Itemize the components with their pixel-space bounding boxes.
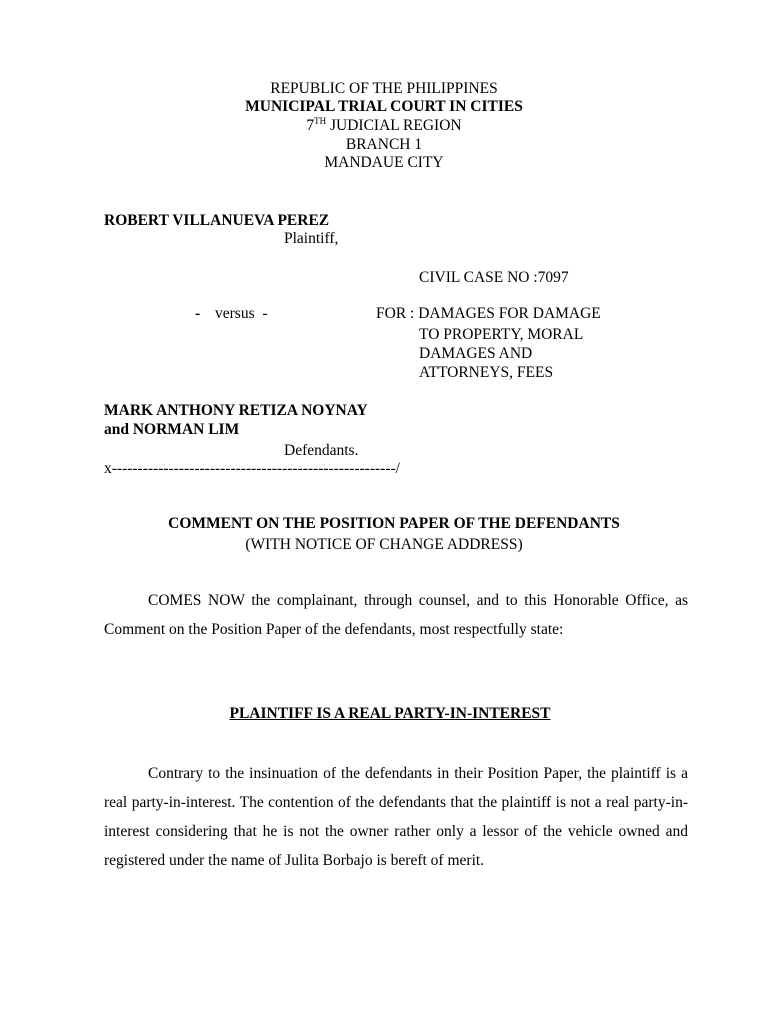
section-heading [6,706,768,722]
defendant-name-line1: MARK ANTHONY RETIZA NOYNAY [104,402,368,419]
header-region-text: JUDICIAL REGION [326,117,462,134]
paragraph-intro [104,586,688,644]
case-nature-line1: FOR : DAMAGES FOR DAMAGE [376,305,601,322]
case-nature-line2: TO PROPERTY, MORAL [419,326,584,343]
plaintiff-name: ROBERT VILLANUEVA PEREZ [104,212,330,229]
paragraph-real-party-text: Contrary to the insinuation of the defendants in their Position Paper, the plaintiff is a real party-in-interest. The contention of the defendants that the plaintiff is not a real party-in-interest considering that he is not the owner rather only a lessor of the vehicle owned and registered under the name of Julita Borbajo is bereft of merit. [104,765,688,869]
document-title: COMMENT ON THE POSITION PAPER OF THE DEFENDANTS [168,515,620,532]
case-nature-line3: DAMAGES AND [419,345,533,362]
defendant-name-line2: and NORMAN LIM [104,421,240,438]
section-heading-text: PLAINTIFF IS A REAL PARTY-IN-INTEREST [229,705,551,722]
header-branch: BRANCH 1 [345,136,423,153]
header-region-number: 7 [306,117,315,134]
case-number: CIVIL CASE NO :7097 [419,269,569,286]
plaintiff-role: Plaintiff, [284,230,339,247]
caption-separator: x-------------------------------------------------------/ [104,460,400,477]
header-republic: REPUBLIC OF THE PHILIPPINES [270,80,498,97]
header-region-suffix: TH [314,116,327,126]
versus-text: versus - [215,305,268,322]
defendant-role: Defendants. [284,442,359,459]
paragraph-intro-text: COMES NOW the complainant, through counsel, and to this Honorable Office, as Comment on the Position Paper of the defendants, most respectfully state: [104,592,688,638]
document-subtitle: (WITH NOTICE OF CHANGE ADDRESS) [245,536,523,553]
paragraph-real-party [104,759,688,875]
versus-dash: - [195,305,201,322]
case-nature-line4: ATTORNEYS, FEES [419,364,554,381]
header-court: MUNICIPAL TRIAL COURT IN CITIES [245,98,523,115]
header-city: MANDAUE CITY [324,154,444,171]
header-region [0,118,768,134]
